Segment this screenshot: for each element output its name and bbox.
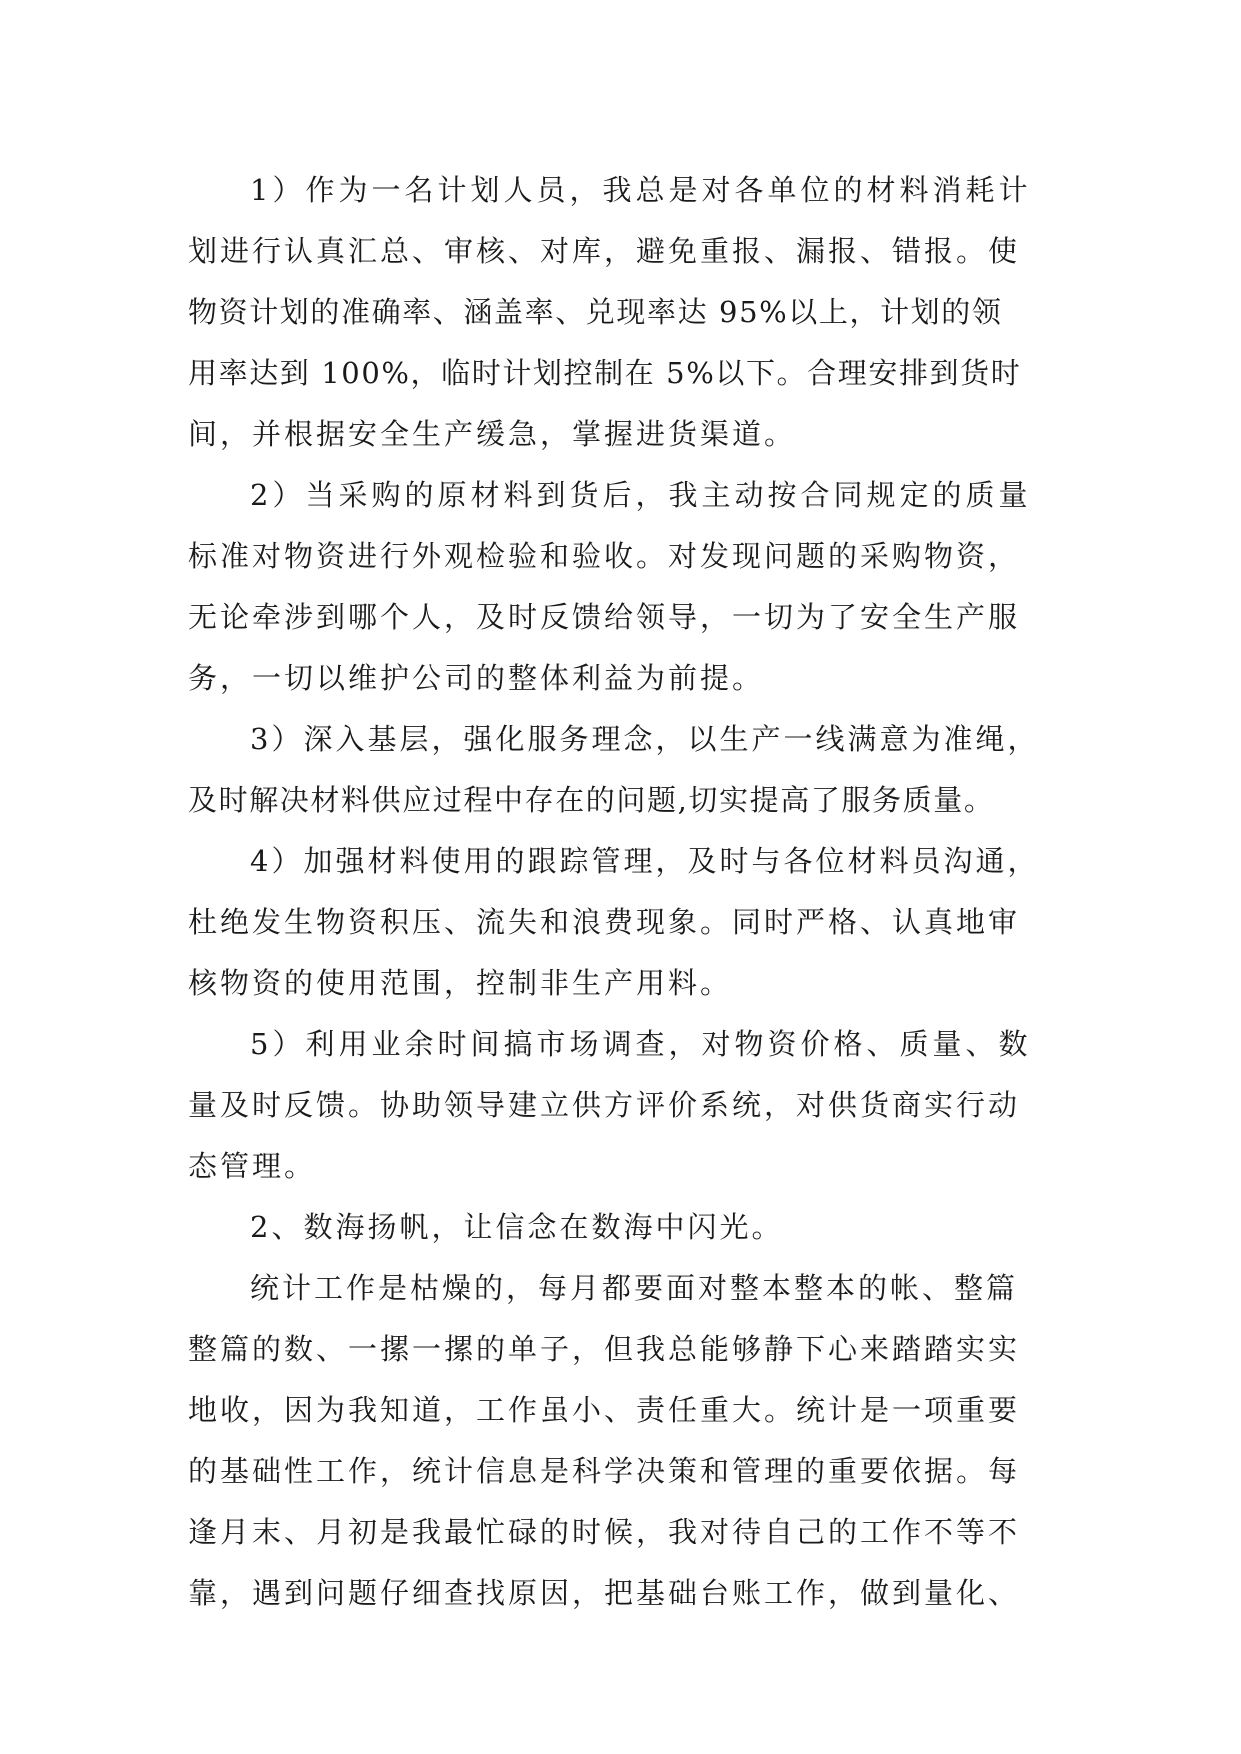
- text-line: 逢月末、月初是我最忙碌的时候，我对待自己的工作不等不: [188, 1515, 1021, 1549]
- text-line: 及时解决材料供应过程中存在的问题,切实提高了服务质量。: [188, 783, 995, 817]
- text-line: 用率达到 100%，临时计划控制在 5%以下。合理安排到货时: [188, 356, 1022, 390]
- text-line: 态管理。: [188, 1149, 317, 1183]
- text-line: 的基础性工作，统计信息是科学决策和管理的重要依据。每: [188, 1454, 1021, 1488]
- text-line: 杜绝发生物资积压、流失和浪费现象。同时严格、认真地审: [188, 905, 1021, 939]
- text-line: 靠，遇到问题仔细查找原因，把基础台账工作，做到量化、: [188, 1576, 1021, 1610]
- text-line: 间，并根据安全生产缓急，掌握进货渠道。: [188, 417, 797, 451]
- text-line: 地收，因为我知道，工作虽小、责任重大。统计是一项重要: [188, 1393, 1021, 1427]
- text-line: 整篇的数、一摞一摞的单子，但我总能够静下心来踏踏实实: [188, 1332, 1021, 1366]
- text-line: 1）作为一名计划人员，我总是对各单位的材料消耗计: [250, 173, 1032, 207]
- text-line: 无论牵涉到哪个人，及时反馈给领导，一切为了安全生产服: [188, 600, 1021, 634]
- text-line: 核物资的使用范围，控制非生产用料。: [188, 966, 733, 1000]
- text-line: 量及时反馈。协助领导建立供方评价系统，对供货商实行动: [188, 1088, 1021, 1122]
- text-line: 2）当采购的原材料到货后，我主动按合同规定的质量: [250, 478, 1032, 512]
- text-line: 3）深入基层，强化服务理念，以生产一线满意为准绳，: [250, 722, 1040, 756]
- section-heading: 2、数海扬帆，让信念在数海中闪光。: [250, 1210, 784, 1244]
- text-line: 划进行认真汇总、审核、对库，避免重报、漏报、错报。使: [188, 234, 1021, 268]
- text-line: 物资计划的准确率、涵盖率、兑现率达 95%以上，计划的领: [188, 295, 1003, 329]
- text-line: 4）加强材料使用的跟踪管理，及时与各位材料员沟通，: [250, 844, 1040, 878]
- text-line: 务，一切以维护公司的整体利益为前提。: [188, 661, 765, 695]
- text-line: 统计工作是枯燥的，每月都要面对整本整本的帐、整篇: [250, 1271, 1019, 1305]
- text-line: 5）利用业余时间搞市场调查，对物资价格、质量、数: [250, 1027, 1032, 1061]
- text-line: 标准对物资进行外观检验和验收。对发现问题的采购物资，: [188, 539, 1021, 573]
- body-text: [188, 160, 1048, 1624]
